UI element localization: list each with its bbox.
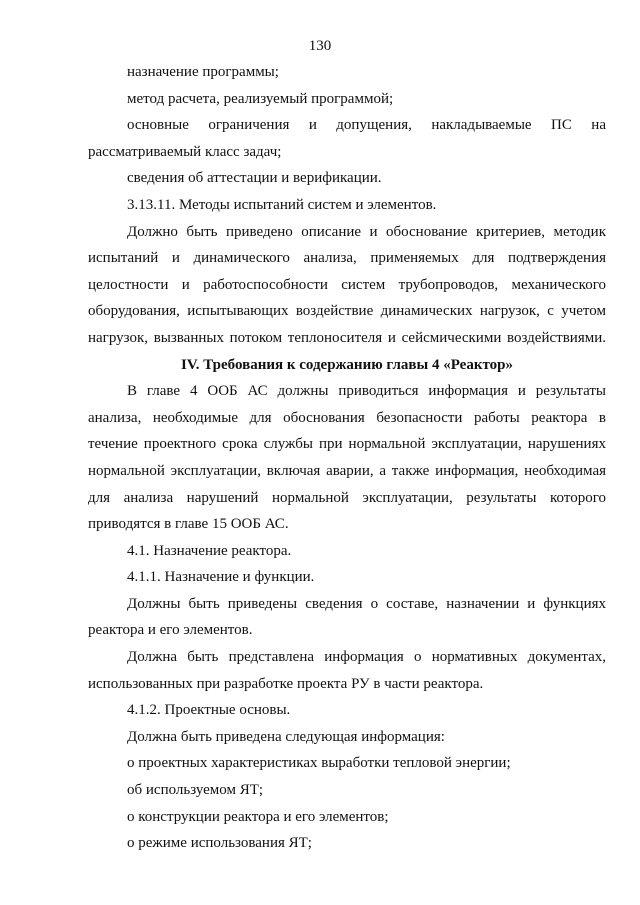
text-line: о режиме использования ЯТ; [127,835,312,852]
text-line: Должны быть приведены сведения о составе, назначении и функциях [127,595,606,612]
text-line: для анализа нарушений нормальной эксплуатации, результаты которого [88,489,606,506]
text-line: использованных при разработке проекта РУ в части реактора. [88,675,484,692]
text-line: Должна быть приведена следующая информация: [127,728,445,745]
text-line: реактора и его элементов. [88,622,253,639]
text-line: рассматриваемый класс задач; [88,143,282,160]
text-line: нормальной эксплуатации, включая аварии, а также информация, необходимая [88,462,606,479]
text-line: метод расчета, реализуемый программой; [127,90,394,107]
text-line: В главе 4 ООБ АС должны приводиться информация и результаты [127,383,606,400]
text-line: течение проектного срока службы при нормальной эксплуатации, нарушениях [88,436,606,453]
text-line: о проектных характеристиках выработки тепловой энергии; [127,755,511,772]
text-line: приводятся в главе 15 ООБ АС. [88,516,289,533]
document-body [88,59,606,857]
text-line: основные ограничения и допущения, накладываемые ПС на [127,117,606,134]
text-line: о конструкции реактора и его элементов; [127,808,389,825]
text-line: оборудования, испытывающих воздействие динамических нагрузок, с учетом [88,303,606,320]
text-line: 4.1. Назначение реактора. [127,542,292,559]
text-line: целостности и работоспособности систем трубопроводов, механического [88,276,606,293]
text-line: 3.13.11. Методы испытаний систем и элементов. [127,196,437,213]
text-line: 4.1.1. Назначение и функции. [127,569,315,586]
text-line: анализа, необходимые для обоснования безопасности работы реактора в [88,409,606,426]
text-line: нагрузок, вызванных потоком теплоносителя и сейсмическими воздействиями. [88,329,606,346]
text-line: назначение программы; [127,64,279,80]
text-line: Должна быть представлена информация о нормативных документах, [127,649,606,666]
text-line: Должно быть приведено описание и обоснование критериев, методик [127,223,606,240]
text-line: об используемом ЯТ; [127,782,264,799]
section-heading: IV. Требования к содержанию главы 4 «Реактор» [181,356,513,373]
page-number: 130 [308,38,332,54]
text-line: сведения об аттестации и верификации. [127,170,382,187]
text-line: 4.1.2. Проектные основы. [127,702,291,719]
text-line: испытаний и динамического анализа, применяемых для подтверждения [88,250,606,267]
